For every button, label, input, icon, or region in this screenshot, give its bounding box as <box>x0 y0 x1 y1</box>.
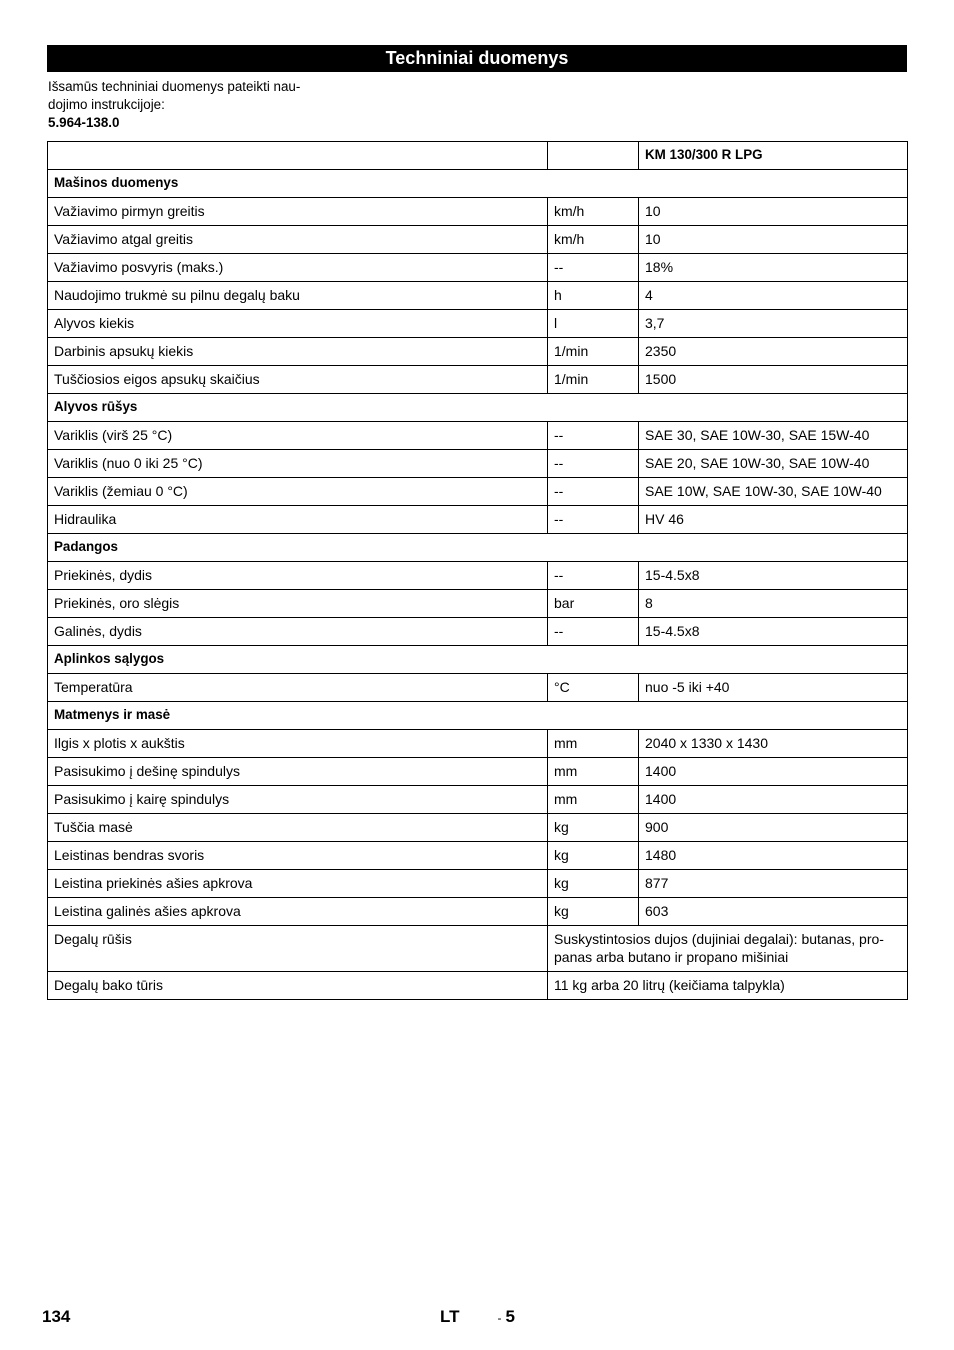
header-model-cell: KM 130/300 R LPG <box>639 142 908 170</box>
row-unit: kg <box>548 870 639 898</box>
table-row <box>48 422 908 450</box>
row-value: 1480 <box>639 842 908 870</box>
page-number: 134 <box>42 1307 71 1326</box>
row-unit: kg <box>548 814 639 842</box>
table-row <box>48 870 908 898</box>
row-value: 3,7 <box>639 310 908 338</box>
row-value: 1400 <box>639 786 908 814</box>
table-row <box>48 478 908 506</box>
row-value: 10 <box>639 226 908 254</box>
row-label: Variklis (virš 25 °C) <box>48 422 548 450</box>
table-row <box>48 842 908 870</box>
row-value: 8 <box>639 590 908 618</box>
table-header-row <box>48 142 908 170</box>
footer-section-number: 5 <box>505 1307 515 1326</box>
table-row <box>48 254 908 282</box>
row-unit: mm <box>548 786 639 814</box>
table-row <box>48 562 908 590</box>
table-row <box>48 226 908 254</box>
row-label: Pasisukimo į dešinę spindulys <box>48 758 548 786</box>
row-unit: -- <box>548 618 639 646</box>
row-unit: -- <box>548 562 639 590</box>
row-label: Ilgis x plotis x aukštis <box>48 730 548 758</box>
row-label: Degalų bako tūris <box>48 972 548 1000</box>
row-label: Važiavimo pirmyn greitis <box>48 198 548 226</box>
table-row <box>48 926 908 972</box>
footer-language: LT <box>440 1307 460 1326</box>
row-label: Tuščia masė <box>48 814 548 842</box>
row-unit: mm <box>548 758 639 786</box>
row-label: Važiavimo posvyris (maks.) <box>48 254 548 282</box>
row-value: 4 <box>639 282 908 310</box>
footer-section <box>440 1307 515 1327</box>
row-unit: 1/min <box>548 338 639 366</box>
spec-table-body <box>48 142 908 1000</box>
row-value: 2040 x 1330 x 1430 <box>639 730 908 758</box>
row-value: SAE 10W, SAE 10W-30, SAE 10W-40 <box>639 478 908 506</box>
table-row <box>48 450 908 478</box>
section-heading: Padangos <box>48 534 908 562</box>
section-row <box>48 394 908 422</box>
row-label: Darbinis apsukų kiekis <box>48 338 548 366</box>
page-title: Techniniai duomenys <box>47 45 907 72</box>
row-label: Temperatūra <box>48 674 548 702</box>
row-label: Variklis (nuo 0 iki 25 °C) <box>48 450 548 478</box>
row-value: SAE 20, SAE 10W-30, SAE 10W-40 <box>639 450 908 478</box>
row-value: 1400 <box>639 758 908 786</box>
table-row <box>48 282 908 310</box>
row-label: Priekinės, dydis <box>48 562 548 590</box>
row-value: 15-4.5x8 <box>639 562 908 590</box>
row-label: Priekinės, oro slėgis <box>48 590 548 618</box>
row-value: 603 <box>639 898 908 926</box>
row-unit: bar <box>548 590 639 618</box>
row-label: Galinės, dydis <box>48 618 548 646</box>
table-row <box>48 814 908 842</box>
row-value: 18% <box>639 254 908 282</box>
row-unit: km/h <box>548 226 639 254</box>
row-unit: -- <box>548 422 639 450</box>
spec-table <box>47 141 908 1000</box>
table-row <box>48 338 908 366</box>
row-unit: h <box>548 282 639 310</box>
intro-text <box>48 78 348 132</box>
row-label: Variklis (žemiau 0 °C) <box>48 478 548 506</box>
table-row <box>48 506 908 534</box>
table-row <box>48 310 908 338</box>
row-unit: -- <box>548 450 639 478</box>
row-label: Tuščiosios eigos apsukų skaičius <box>48 366 548 394</box>
row-value: 1500 <box>639 366 908 394</box>
row-unit: mm <box>548 730 639 758</box>
row-label: Leistina priekinės ašies apkrova <box>48 870 548 898</box>
row-value: HV 46 <box>639 506 908 534</box>
row-unit: kg <box>548 898 639 926</box>
row-value: 2350 <box>639 338 908 366</box>
row-label: Leistinas bendras svoris <box>48 842 548 870</box>
row-unit: km/h <box>548 198 639 226</box>
row-unit: kg <box>548 842 639 870</box>
section-row <box>48 702 908 730</box>
table-row <box>48 730 908 758</box>
row-value: 900 <box>639 814 908 842</box>
row-value: 15-4.5x8 <box>639 618 908 646</box>
header-unit-cell <box>548 142 639 170</box>
table-row <box>48 972 908 1000</box>
section-heading: Aplinkos sąlygos <box>48 646 908 674</box>
section-heading: Alyvos rūšys <box>48 394 908 422</box>
row-label: Hidraulika <box>48 506 548 534</box>
section-heading: Matmenys ir masė <box>48 702 908 730</box>
footer-separator: - <box>497 1311 502 1325</box>
table-row <box>48 786 908 814</box>
table-row <box>48 198 908 226</box>
row-value: 11 kg arba 20 litrų (keičiama talpykla) <box>548 972 908 1000</box>
section-row <box>48 646 908 674</box>
section-heading: Mašinos duomenys <box>48 170 908 198</box>
table-row <box>48 898 908 926</box>
row-unit: 1/min <box>548 366 639 394</box>
row-label: Važiavimo atgal greitis <box>48 226 548 254</box>
row-label: Leistina galinės ašies apkrova <box>48 898 548 926</box>
table-row <box>48 366 908 394</box>
row-value: Suskystintosios dujos (dujiniai degalai): butanas, pro- panas arba butano ir propano mišiniai <box>548 926 908 972</box>
row-label: Pasisukimo į kairę spindulys <box>48 786 548 814</box>
row-value: 10 <box>639 198 908 226</box>
intro-line-1: Išsamūs techniniai duomenys pateikti nau- <box>48 79 301 94</box>
table-row <box>48 674 908 702</box>
section-row <box>48 170 908 198</box>
row-unit: -- <box>548 254 639 282</box>
row-value: SAE 30, SAE 10W-30, SAE 15W-40 <box>639 422 908 450</box>
section-row <box>48 534 908 562</box>
header-label-cell <box>48 142 548 170</box>
table-row <box>48 758 908 786</box>
table-row <box>48 590 908 618</box>
table-row <box>48 618 908 646</box>
row-unit: -- <box>548 506 639 534</box>
row-value: 877 <box>639 870 908 898</box>
row-label: Naudojimo trukmė su pilnu degalų baku <box>48 282 548 310</box>
row-label: Alyvos kiekis <box>48 310 548 338</box>
row-unit: l <box>548 310 639 338</box>
intro-reference: 5.964-138.0 <box>48 115 120 130</box>
row-unit: -- <box>548 478 639 506</box>
intro-line-2: dojimo instrukcijoje: <box>48 97 165 112</box>
row-label: Degalų rūšis <box>48 926 548 972</box>
row-unit: °C <box>548 674 639 702</box>
row-value: nuo -5 iki +40 <box>639 674 908 702</box>
